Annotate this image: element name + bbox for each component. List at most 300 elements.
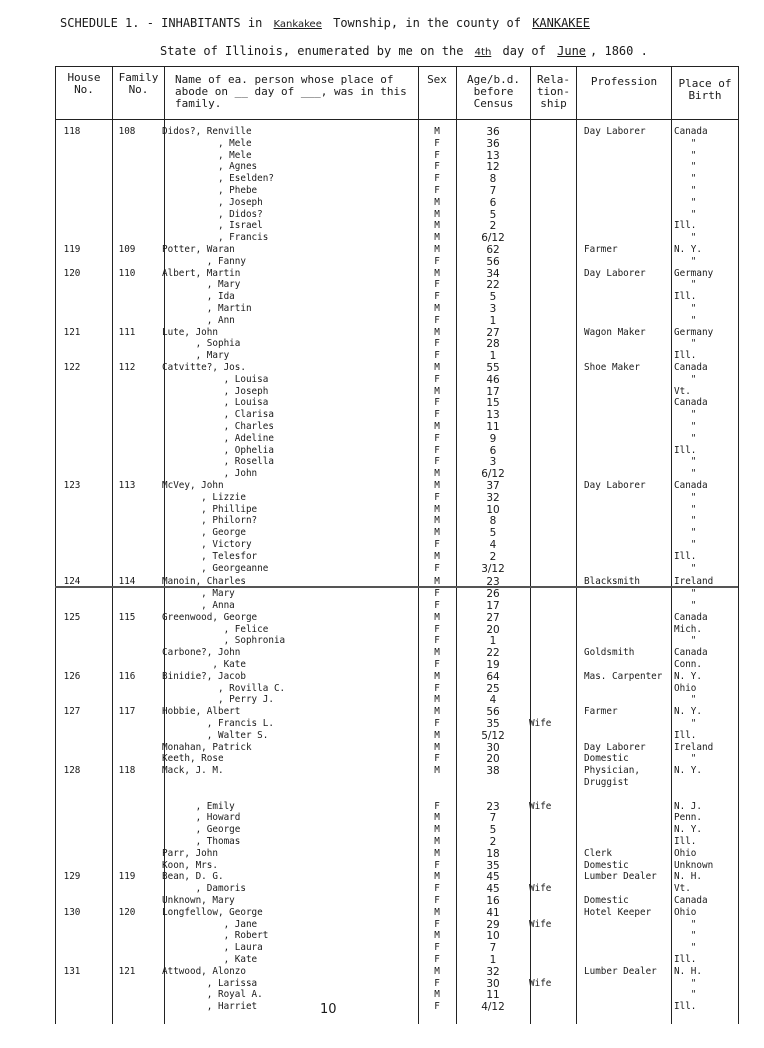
cell-birthplace: "	[674, 515, 697, 527]
cell-relationship	[529, 338, 573, 350]
cell-age: 35	[486, 718, 500, 730]
cell-house-no	[56, 492, 88, 504]
day-value: 4th	[474, 47, 492, 58]
cell-sex: F	[434, 800, 440, 812]
col-header-name: Name of ea. person whose place of abode on __ day of ___, was in this family.	[175, 73, 407, 110]
cell-family-no	[104, 954, 150, 966]
cell-relationship	[529, 303, 573, 315]
cell-person-name: Potter, Waran	[162, 244, 235, 255]
cell-birthplace: N. H.	[674, 871, 702, 883]
cell-house-no	[56, 445, 88, 457]
cell-person-name: Attwood, Alonzo	[162, 965, 246, 977]
cell-birthplace: "	[674, 338, 697, 350]
cell-age: 12	[486, 161, 500, 174]
cell-house-no	[56, 978, 88, 990]
cell-age: 17	[486, 600, 500, 612]
cell-family-no	[104, 468, 150, 480]
cell-sex: F	[434, 338, 440, 350]
cell-house-no	[56, 860, 88, 872]
cell-age: 1	[489, 635, 497, 648]
cell-sex: M	[434, 480, 440, 491]
cell-person-name: , Ida	[162, 291, 235, 303]
cell-sex: M	[434, 362, 440, 373]
cell-profession	[584, 197, 672, 209]
cell-family-no	[104, 350, 150, 362]
cell-family-no	[104, 801, 150, 813]
cell-age: 10	[486, 930, 500, 943]
cell-profession	[584, 989, 672, 1001]
cell-birthplace: "	[674, 918, 697, 930]
cell-profession	[584, 374, 672, 386]
grid-line	[55, 119, 738, 120]
cell-sex: F	[434, 1001, 440, 1013]
cell-family-no	[104, 600, 150, 612]
cell-person-name: , Emily	[162, 800, 235, 812]
cell-house-no	[56, 730, 88, 742]
state-prefix: State of Illinois, enumerated by me on the	[160, 44, 464, 58]
cell-birthplace: "	[674, 432, 697, 444]
cell-profession	[584, 1001, 672, 1013]
cell-relationship	[529, 777, 573, 789]
cell-family-no	[104, 433, 150, 445]
cell-relationship	[529, 942, 573, 954]
cell-relationship	[529, 397, 573, 409]
cell-age: 2	[489, 836, 497, 848]
cell-relationship	[529, 836, 573, 848]
cell-person-name: , Didos?	[162, 208, 263, 220]
cell-family-no	[104, 232, 150, 244]
cell-age: 6	[489, 444, 497, 457]
cell-sex: M	[434, 503, 440, 515]
cell-family-no	[104, 588, 150, 600]
cell-sex: M	[434, 694, 440, 706]
cell-age: 34	[486, 267, 500, 280]
cell-profession: Domestic	[584, 859, 629, 871]
cell-sex: F	[434, 409, 440, 421]
cell-birthplace: "	[674, 527, 697, 539]
cell-birthplace: Canada	[674, 126, 708, 137]
cell-age: 20	[486, 753, 500, 766]
cell-birthplace: N. J.	[674, 800, 702, 812]
cell-sex: M	[434, 550, 440, 562]
cell-person-name: , Agnes	[162, 161, 258, 173]
cell-sex: F	[434, 895, 440, 906]
cell-age: 5	[489, 527, 497, 540]
cell-person-name: , Phillipe	[162, 503, 258, 515]
cell-age	[456, 789, 530, 801]
cell-age: 11	[486, 421, 500, 433]
cell-age: 11	[486, 989, 500, 1002]
cell-age: 4/12	[481, 1001, 505, 1014]
cell-person-name	[162, 789, 418, 801]
cell-house-no	[56, 315, 88, 327]
cell-house-no: 128	[63, 765, 81, 777]
cell-birthplace: "	[674, 208, 697, 220]
cell-age: 29	[486, 918, 500, 931]
cell-house-no	[56, 789, 88, 801]
cell-birthplace: Germany	[674, 326, 714, 338]
cell-house-no	[56, 138, 88, 150]
cell-house-no	[56, 895, 88, 907]
cell-profession	[584, 232, 672, 244]
cell-person-name: , John	[162, 468, 258, 480]
cell-sex: F	[434, 883, 440, 895]
cell-profession	[584, 279, 672, 291]
cell-person-name: , Felice	[162, 623, 269, 635]
cell-relationship	[529, 445, 573, 457]
cell-house-no	[56, 801, 88, 813]
cell-birthplace: "	[674, 588, 697, 600]
cell-house-no	[56, 291, 88, 303]
cell-family-no: 115	[118, 611, 136, 623]
enumeration-line	[160, 44, 648, 58]
cell-sex: F	[434, 682, 440, 694]
cell-relationship	[529, 600, 573, 612]
cell-age: 25	[486, 682, 500, 695]
cell-age: 46	[486, 373, 500, 386]
cell-family-no	[104, 220, 150, 232]
cell-relationship	[529, 173, 573, 185]
schedule-title	[60, 16, 594, 30]
cell-relationship	[529, 256, 573, 268]
cell-person-name: Binidie?, Jacob	[162, 670, 246, 682]
cell-house-no	[56, 647, 88, 659]
cell-relationship: Wife	[529, 977, 552, 989]
cell-profession	[584, 350, 672, 362]
cell-sex: M	[434, 706, 440, 718]
cell-sex: F	[434, 291, 440, 303]
cell-sex: M	[434, 741, 440, 753]
cell-relationship	[529, 659, 573, 671]
cell-family-no	[104, 397, 150, 409]
cell-sex: F	[434, 942, 440, 954]
cell-house-no	[56, 173, 88, 185]
cell-person-name: , Anna	[162, 600, 235, 611]
cell-family-no	[104, 659, 150, 671]
cell-family-no	[104, 138, 150, 150]
cell-sex: F	[434, 600, 440, 611]
cell-birthplace: Vt.	[674, 883, 691, 895]
cell-birthplace: Ill.	[674, 550, 697, 562]
cell-birthplace: "	[674, 468, 697, 480]
cell-profession	[584, 718, 672, 730]
cell-age: 23	[486, 800, 500, 813]
col-header-family: Family No.	[118, 71, 159, 96]
cell-birthplace: "	[674, 279, 697, 291]
cell-sex: M	[434, 385, 440, 397]
cell-family-no	[104, 812, 150, 824]
cell-profession: Lumber Dealer	[584, 965, 657, 977]
cell-birthplace: Ill.	[674, 836, 697, 847]
cell-age: 3	[489, 456, 497, 469]
cell-house-no	[56, 397, 88, 409]
cell-profession: Mas. Carpenter	[584, 670, 663, 682]
cell-profession	[584, 456, 672, 468]
cell-profession: Farmer	[584, 706, 618, 718]
cell-age: 32	[486, 491, 500, 504]
cell-family-no	[104, 824, 150, 836]
cell-family-no	[104, 895, 150, 907]
cell-person-name: , Larissa	[162, 977, 258, 989]
cell-sex: M	[434, 244, 440, 255]
cell-family-no: 111	[118, 326, 136, 338]
cell-age: 64	[486, 670, 500, 683]
cell-person-name: , Howard	[162, 812, 241, 824]
cell-birthplace: N. Y.	[674, 824, 702, 836]
cell-age: 3/12	[481, 562, 505, 575]
cell-family-no	[104, 978, 150, 990]
cell-sex: F	[434, 456, 440, 468]
cell-person-name: , Sophronia	[162, 635, 286, 647]
cell-age: 10	[486, 503, 500, 516]
cell-age: 45	[486, 883, 500, 896]
cell-birthplace: Unknown	[674, 859, 714, 871]
cell-birthplace: N. Y.	[674, 670, 702, 682]
cell-birthplace: Conn.	[674, 659, 702, 670]
cell-profession: Day Laborer	[584, 741, 646, 753]
title-prefix: SCHEDULE 1. - INHABITANTS in	[60, 16, 263, 30]
cell-birthplace: N. Y.	[674, 765, 702, 777]
cell-family-no	[104, 492, 150, 504]
cell-family-no	[104, 456, 150, 468]
col-header-sex: Sex	[427, 73, 447, 86]
cell-sex: M	[434, 527, 440, 539]
cell-age: 56	[486, 255, 500, 268]
cell-relationship: Wife	[529, 800, 552, 812]
cell-relationship	[529, 492, 573, 504]
cell-house-no	[56, 824, 88, 836]
cell-house-no	[56, 303, 88, 315]
cell-family-no	[104, 883, 150, 895]
cell-relationship	[529, 989, 573, 1001]
cell-age: 27	[486, 326, 500, 339]
cell-sex: F	[434, 149, 440, 161]
cell-birthplace: "	[674, 161, 697, 173]
cell-house-no: 121	[63, 326, 81, 338]
cell-relationship	[529, 433, 573, 445]
cell-sex: M	[434, 126, 440, 137]
cell-sex: F	[434, 977, 440, 989]
cell-sex: M	[434, 906, 440, 918]
cell-sex: M	[434, 303, 440, 314]
col-header-age: Age/b.d. before Census	[467, 73, 520, 110]
cell-house-no	[56, 456, 88, 468]
cell-family-no: 113	[118, 480, 136, 491]
cell-family-no	[104, 919, 150, 931]
cell-relationship	[529, 279, 573, 291]
cell-relationship	[529, 635, 573, 647]
cell-birthplace: "	[674, 942, 697, 954]
cell-sex: M	[434, 765, 440, 777]
cell-profession: Day Laborer	[584, 126, 646, 137]
cell-person-name: , Thomas	[162, 836, 241, 847]
cell-family-no	[104, 515, 150, 527]
cell-family-no	[104, 209, 150, 221]
cell-profession	[584, 515, 672, 527]
cell-family-no	[104, 315, 150, 327]
cell-age: 22	[486, 647, 500, 660]
cell-family-no	[104, 563, 150, 575]
cell-person-name: , Clarisa	[162, 409, 274, 421]
cell-person-name: Bean, D. G.	[162, 871, 224, 883]
cell-profession: Blacksmith	[584, 576, 640, 588]
cell-house-no	[56, 848, 88, 860]
cell-age: 38	[486, 765, 500, 778]
cell-sex: F	[434, 918, 440, 930]
cell-age: 28	[486, 338, 500, 351]
cell-family-no: 118	[118, 765, 136, 777]
cell-person-name: Manoin, Charles	[162, 576, 246, 588]
cell-profession	[584, 421, 672, 433]
cell-birthplace: "	[674, 149, 697, 161]
cell-sex: F	[434, 562, 440, 574]
cell-profession	[584, 563, 672, 575]
cell-family-no	[104, 374, 150, 386]
cell-age: 45	[486, 871, 500, 884]
cell-birthplace: "	[674, 456, 697, 468]
cell-age: 1	[489, 350, 497, 363]
cell-person-name: , Jane	[162, 918, 258, 930]
cell-age: 6/12	[481, 232, 505, 245]
cell-birthplace	[674, 789, 738, 801]
cell-relationship	[529, 706, 573, 718]
cell-age: 22	[486, 279, 500, 292]
cell-sex: F	[434, 491, 440, 503]
cell-person-name: , Joseph	[162, 196, 263, 208]
cell-profession	[584, 954, 672, 966]
cell-house-no: 124	[63, 576, 81, 588]
cell-person-name: Unknown, Mary	[162, 895, 235, 906]
cell-person-name: , Eselden?	[162, 173, 274, 185]
cell-family-no: 110	[118, 267, 136, 279]
cell-relationship	[529, 871, 573, 883]
cell-relationship	[529, 588, 573, 600]
cell-relationship	[529, 730, 573, 742]
cell-birthplace: Ohio	[674, 906, 697, 918]
cell-house-no	[56, 930, 88, 942]
cell-person-name: , Kate	[162, 659, 246, 670]
cell-person-name: , Rovilla C.	[162, 682, 286, 694]
cell-house-no	[56, 624, 88, 636]
cell-family-no	[104, 527, 150, 539]
cell-sex: F	[434, 859, 440, 871]
cell-person-name	[162, 777, 418, 789]
cell-profession	[584, 978, 672, 990]
cell-age: 30	[486, 741, 500, 754]
cell-person-name: , Victory	[162, 539, 252, 550]
cell-profession	[584, 635, 672, 647]
cell-birthplace: Canada	[674, 895, 708, 906]
cell-house-no	[56, 350, 88, 362]
cell-person-name: , Ann	[162, 314, 235, 326]
cell-age: 36	[486, 126, 500, 138]
cell-sex: M	[434, 647, 440, 659]
cell-relationship	[529, 374, 573, 386]
cell-profession	[584, 600, 672, 612]
title-mid: Township, in the county of	[333, 16, 521, 30]
cell-sex: M	[434, 232, 440, 244]
cell-relationship	[529, 671, 573, 683]
cell-age	[456, 777, 530, 789]
cell-profession	[584, 836, 672, 848]
cell-profession	[584, 624, 672, 636]
cell-house-no	[56, 504, 88, 516]
cell-birthplace: "	[674, 753, 697, 765]
cell-relationship	[529, 563, 573, 575]
cell-person-name: Carbone?, John	[162, 647, 241, 659]
cell-profession	[584, 173, 672, 185]
cell-profession	[584, 409, 672, 421]
cell-person-name: , Georgeanne	[162, 562, 269, 574]
cell-profession: Druggist	[584, 777, 629, 788]
cell-age: 41	[486, 906, 500, 919]
cell-relationship	[529, 421, 573, 433]
cell-profession	[584, 659, 672, 671]
cell-birthplace: Germany	[674, 267, 714, 279]
cell-house-no	[56, 563, 88, 575]
cell-relationship	[529, 268, 573, 280]
cell-sex: M	[434, 220, 440, 232]
cell-age: 36	[486, 137, 500, 150]
cell-relationship	[529, 576, 573, 588]
cell-relationship	[529, 468, 573, 480]
cell-house-no	[56, 374, 88, 386]
cell-house-no	[56, 256, 88, 268]
cell-birthplace: Penn.	[674, 812, 702, 824]
cell-profession	[584, 185, 672, 197]
cell-profession	[584, 256, 672, 268]
cell-house-no	[56, 551, 88, 563]
cell-sex: F	[434, 753, 440, 765]
cell-birthplace: "	[674, 303, 697, 314]
cell-person-name: Koon, Mrs.	[162, 859, 218, 871]
cell-profession	[584, 468, 672, 480]
cell-relationship	[529, 848, 573, 860]
cell-sex: M	[434, 812, 440, 824]
cell-house-no: 125	[63, 611, 81, 623]
cell-family-no	[104, 742, 150, 754]
cell-birthplace: Ill.	[674, 220, 697, 232]
cell-family-no	[104, 753, 150, 765]
cell-birthplace: "	[674, 600, 697, 611]
cell-family-no	[104, 836, 150, 848]
cell-house-no	[56, 954, 88, 966]
cell-person-name: , Adeline	[162, 432, 274, 444]
cell-age: 55	[486, 362, 500, 374]
cell-age: 13	[486, 409, 500, 422]
cell-birthplace: "	[674, 314, 697, 326]
cell-birthplace: Ill.	[674, 444, 697, 456]
cell-house-no: 120	[63, 267, 81, 279]
cell-age: 35	[486, 859, 500, 872]
cell-birthplace: "	[674, 232, 697, 244]
cell-sex	[420, 777, 454, 789]
cell-age: 19	[486, 659, 500, 671]
cell-birthplace: "	[674, 503, 697, 515]
cell-profession	[584, 883, 672, 895]
cell-house-no: 129	[63, 871, 81, 883]
cell-relationship	[529, 185, 573, 197]
cell-age: 30	[486, 977, 500, 990]
cell-house-no	[56, 600, 88, 612]
cell-family-no	[104, 409, 150, 421]
cell-person-name: , Francis	[162, 232, 269, 244]
cell-relationship	[529, 612, 573, 624]
cell-sex: F	[434, 279, 440, 291]
cell-profession	[584, 386, 672, 398]
cell-person-name: , Phebe	[162, 185, 258, 196]
cell-family-no	[104, 185, 150, 197]
